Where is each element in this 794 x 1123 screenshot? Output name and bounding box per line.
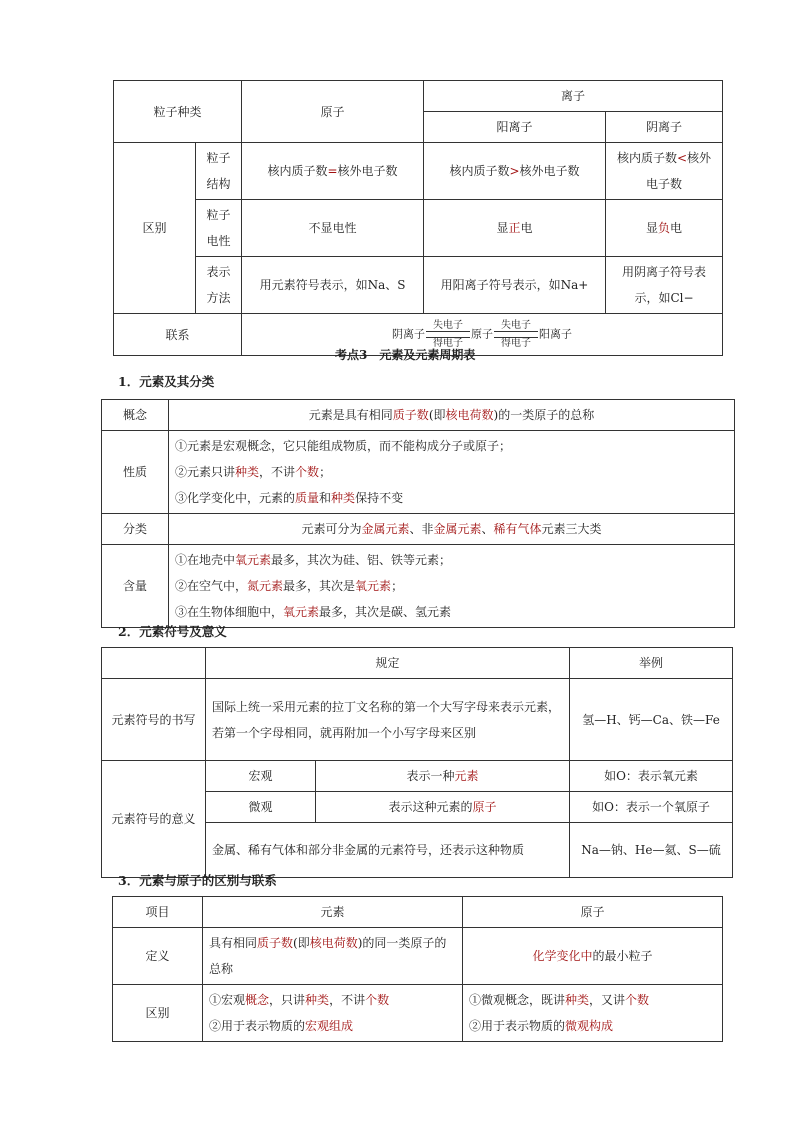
notation-label: 表示方法 bbox=[196, 257, 242, 314]
substance-meaning: 金属、稀有气体和部分非金属的元素符号，还表示这种物质 bbox=[206, 823, 570, 878]
link-label: 联系 bbox=[114, 314, 242, 356]
write-rule: 国际上统一采用元素的拉丁文名称的第一个大写字母来表示元素，若第一个字母相同，就再附加一个小写字母来区别 bbox=[206, 679, 570, 761]
header-item: 项目 bbox=[113, 897, 203, 928]
micro-example: 如O：表示一个氧原子 bbox=[570, 792, 733, 823]
cation-notation: 用阳离子符号表示，如Na+ bbox=[424, 257, 606, 314]
header-rule: 规定 bbox=[206, 648, 570, 679]
cation-charge: 显正电 bbox=[424, 200, 606, 257]
macro-text: 表示一种元素 bbox=[316, 761, 570, 792]
symbol-header-blank bbox=[102, 648, 206, 679]
concept-text: 元素是具有相同质子数(即核电荷数)的一类原子的总称 bbox=[169, 400, 735, 431]
header-particle-kind: 粒子种类 bbox=[114, 81, 242, 143]
section-3-title: 3．元素与原子的区别与联系 bbox=[118, 873, 277, 888]
concept-label: 概念 bbox=[102, 400, 169, 431]
content-label: 含量 bbox=[102, 545, 169, 628]
compare-table bbox=[112, 896, 723, 1042]
meaning-label: 元素符号的意义 bbox=[102, 761, 206, 878]
structure-label: 粒子结构 bbox=[196, 143, 242, 200]
double-arrow-icon: 失电子 得电子 bbox=[426, 320, 470, 349]
element-table bbox=[101, 399, 735, 628]
micro-label: 微观 bbox=[206, 792, 316, 823]
atom-notation: 用元素符号表示，如Na、S bbox=[242, 257, 424, 314]
anion-structure: 核内质子数<核外电子数 bbox=[606, 143, 723, 200]
header-atom: 原子 bbox=[242, 81, 424, 143]
classification-label: 分类 bbox=[102, 514, 169, 545]
element-difference: ①宏观概念，只讲种类，不讲个数 ②用于表示物质的宏观组成 bbox=[203, 985, 463, 1042]
link-cation: 阳离子 bbox=[539, 327, 573, 341]
kaodian-title: 考点3 元素及元素周期表 bbox=[335, 348, 476, 362]
difference-label: 区别 bbox=[113, 985, 203, 1042]
header-cation: 阳离子 bbox=[424, 112, 606, 143]
macro-example: 如O：表示氧元素 bbox=[570, 761, 733, 792]
link-atom: 原子 bbox=[471, 327, 494, 341]
header-example: 举例 bbox=[570, 648, 733, 679]
content-text: ①在地壳中氧元素最多，其次为硅、铝、铁等元素； ②在空气中，氮元素最多，其次是氧元素； ③在生物体细胞中，氧元素最多，其次是碳、氢元素 bbox=[169, 545, 735, 628]
link-anion: 阴离子 bbox=[392, 327, 426, 341]
property-text: ①元素是宏观概念，它只能组成物质，而不能构成分子或原子； ②元素只讲种类，不讲个数； ③化学变化中，元素的质量和种类保持不变 bbox=[169, 431, 735, 514]
particle-table bbox=[113, 80, 723, 356]
classification-text: 元素可分为金属元素、非金属元素、稀有气体元素三大类 bbox=[169, 514, 735, 545]
symbol-table bbox=[101, 647, 733, 878]
element-definition: 具有相同质子数(即核电荷数)的同一类原子的总称 bbox=[203, 928, 463, 985]
section-2-title: 2．元素符号及意义 bbox=[118, 624, 227, 639]
cation-structure: 核内质子数>核外电子数 bbox=[424, 143, 606, 200]
header-anion: 阴离子 bbox=[606, 112, 723, 143]
atom-structure: 核内质子数=核外电子数 bbox=[242, 143, 424, 200]
anion-notation: 用阴离子符号表示，如Cl− bbox=[606, 257, 723, 314]
atom-difference: ①微观概念，既讲种类，又讲个数 ②用于表示物质的微观构成 bbox=[463, 985, 723, 1042]
anion-charge: 显负电 bbox=[606, 200, 723, 257]
atom-definition: 化学变化中的最小粒子 bbox=[463, 928, 723, 985]
substance-example: Na—钠、He—氦、S—硫 bbox=[570, 823, 733, 878]
diff-label: 区别 bbox=[114, 143, 196, 314]
micro-text: 表示这种元素的原子 bbox=[316, 792, 570, 823]
atom-charge: 不显电性 bbox=[242, 200, 424, 257]
header-atom: 原子 bbox=[463, 897, 723, 928]
macro-label: 宏观 bbox=[206, 761, 316, 792]
write-label: 元素符号的书写 bbox=[102, 679, 206, 761]
charge-label: 粒子电性 bbox=[196, 200, 242, 257]
header-element: 元素 bbox=[203, 897, 463, 928]
header-ion: 离子 bbox=[424, 81, 723, 112]
write-example: 氢—H、钙—Ca、铁—Fe bbox=[570, 679, 733, 761]
double-arrow-icon: 失电子 得电子 bbox=[494, 320, 538, 349]
property-label: 性质 bbox=[102, 431, 169, 514]
section-1-title: 1．元素及其分类 bbox=[118, 374, 215, 389]
definition-label: 定义 bbox=[113, 928, 203, 985]
link-diagram bbox=[242, 314, 723, 356]
